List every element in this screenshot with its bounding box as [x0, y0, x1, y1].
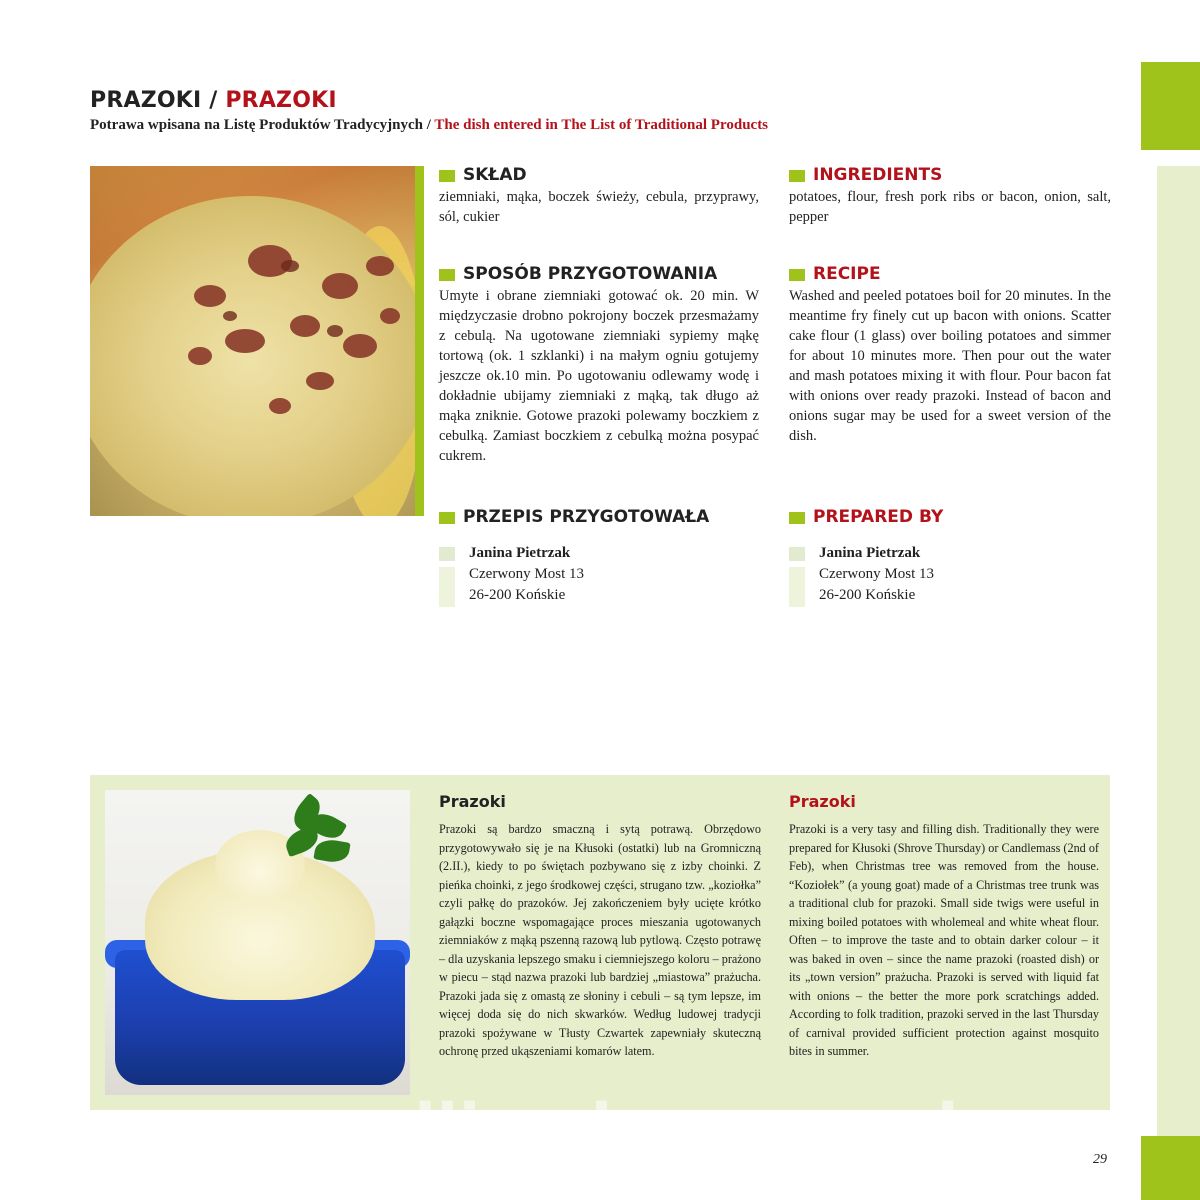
prepared-pl-address [439, 543, 759, 613]
side-tab-bottom [1141, 1136, 1200, 1200]
recipe-en-heading: RECIPE [813, 264, 881, 284]
author-street: Czerwony Most 13 [469, 566, 584, 582]
recipe-pl-text: Umyte i obrane ziemniaki gotować ok. 20 min. W międzyczasie drobno pokrojony boczek przesmażamy z cebulą. Na ugotowane ziemniaki sypiemy mąkę tortową (ok. 1 szklanki) i na małym ogniu gotujemy jeszcze ok.10 min. Po ugotowaniu odlewamy wodę i dokładnie ubijamy ziemniaki z mąką, tak długo aż mąka zniknie. Gotowe prazoki polewamy boczkiem z cebulką. Zamiast boczkiem z cebulką można posypać cukrem. [439, 288, 759, 464]
prepared-en-section [789, 507, 1111, 613]
author-name: Janina Pietrzak [819, 545, 921, 561]
author-name: Janina Pietrzak [469, 545, 571, 561]
recipe-en-section [789, 264, 1111, 446]
story-en-heading: Prazoki [789, 792, 856, 811]
prepared-en-heading: PREPARED BY [813, 507, 944, 527]
side-tab-top [1141, 62, 1200, 150]
title-pl: PRAZOKI [90, 88, 202, 113]
heading-marker [789, 269, 805, 281]
story-pl-section [439, 792, 761, 1061]
subtitle-en: The dish entered in The List of Traditional Products [434, 117, 769, 133]
recipe-pl-heading-row [439, 264, 759, 286]
ingredients-pl-section [439, 165, 759, 227]
prepared-en-address [789, 543, 1111, 613]
address-marker [789, 547, 805, 561]
recipe-en-heading-row [789, 264, 1111, 286]
recipe-pl-section [439, 264, 759, 466]
address-lines [819, 543, 934, 606]
address-bar [789, 567, 805, 607]
author-city: 26-200 Końskie [819, 587, 916, 603]
prepared-pl-heading: PRZEPIS PRZYGOTOWAŁA [463, 507, 710, 527]
photo-accent-bar [415, 166, 424, 516]
heading-marker [789, 512, 805, 524]
ingredients-en-heading: INGREDIENTS [813, 165, 943, 185]
story-pl-text: Prazoki są bardzo smaczną i sytą potrawą. Obrzędowo przygotowywało się je na Kłusoki (ostatki) lub na Gromniczną (2.II.), kiedy to po świętach pozbywano się z izby choinki. Z pieńka choinki, z jego środkowej części, strugano tzw. „koziołka” czyli pałkę do prazoków. Jej zakończeniem były ucięte krótko gałązki boczne wspomagające proces mieszania ugotowanych ziemniaków z mąką pszenną razową lub pytlową. Często potrawę – dla uzyskania lepszego smaku i ciemniejszego koloru – prażono w piecu – stąd nazwa prazoki lub bardziej „miastowa” prażucha. Prazoki jada się z omastą ze słoniny i cebuli – są tym lepsze, im więcej doda się do nich skwarków. Według ludowej tradycji prazoki spożywane w Tłusty Czwartek zapewniały skuteczną ochronę przed ukąszeniami komarów latem. [439, 822, 761, 1058]
title-en: PRAZOKI [225, 88, 337, 113]
ingredients-pl-text: ziemniaki, mąka, boczek świeży, cebula, przyprawy, sól, cukier [439, 189, 759, 225]
heading-marker [439, 170, 455, 182]
heading-marker [789, 170, 805, 182]
title-separator: / [209, 88, 218, 113]
dish-photo-top [90, 166, 415, 516]
ingredients-en-section [789, 165, 1111, 227]
recipe-pl-heading: SPOSÓB PRZYGOTOWANIA [463, 264, 718, 284]
ingredients-en-text: potatoes, flour, fresh pork ribs or bacon, onion, salt, pepper [789, 189, 1111, 225]
ingredients-pl-heading: SKŁAD [463, 165, 527, 185]
address-marker [439, 547, 455, 561]
watermark: wedlinydomowe.pl [290, 1090, 960, 1163]
prepared-pl-heading-row [439, 507, 759, 529]
side-strip [1157, 166, 1200, 1136]
author-city: 26-200 Końskie [469, 587, 566, 603]
subtitle-pl: Potrawa wpisana na Listę Produktów Tradycyjnych [90, 117, 423, 133]
prepared-en-heading-row [789, 507, 1111, 529]
bacon-pieces [90, 166, 415, 516]
story-pl-heading: Prazoki [439, 792, 506, 811]
prepared-pl-section [439, 507, 759, 613]
heading-marker [439, 269, 455, 281]
dish-photo-bottom [105, 790, 410, 1095]
ingredients-pl-heading-row [439, 165, 759, 187]
story-en-section [789, 792, 1099, 1061]
page-subtitle [90, 117, 768, 134]
page-title [90, 88, 337, 113]
recipe-en-text: Washed and peeled potatoes boil for 20 minutes. In the meantime fry finely cut up bacon with onions. Scatter cake flour (1 glass) over boiling potatoes and simmer for about 10 minutes more. Then pour out the water and mash potatoes mixing it with flour. Pour bacon fat with onions over ready prazoki. Instead of bacon and onions sugar may be used for a sweet version of the dish. [789, 288, 1111, 444]
heading-marker [439, 512, 455, 524]
address-bar [439, 567, 455, 607]
address-lines [469, 543, 584, 606]
author-street: Czerwony Most 13 [819, 566, 934, 582]
subtitle-separator: / [426, 117, 431, 133]
ingredients-en-heading-row [789, 165, 1111, 187]
story-en-text: Prazoki is a very tasy and filling dish. Traditionally they were prepared for Kłusoki (Shrove Thursday) or Candlemass (2nd of Feb), when Christmas tree was removed from the house. “Koziołek” (a young goat) made of a Christmas tree trunk was a traditional club for prazoki. Small side twigs were useful in mixing boiled potatoes with wholemeal and white wheat flour. Often – to improve the taste and to obtain darker colour – it was baked in oven – since the name prazoki (roasted dish) or its „town version” prażucha. Prazoki is served with liquid fat with onions – the better the more pork scratchings added. According to folk tradition, prazoki served in the last Thursday of carnival provided sufficient protection against mosquito bites in summer. [789, 822, 1099, 1058]
page-number: 29 [1093, 1152, 1107, 1167]
